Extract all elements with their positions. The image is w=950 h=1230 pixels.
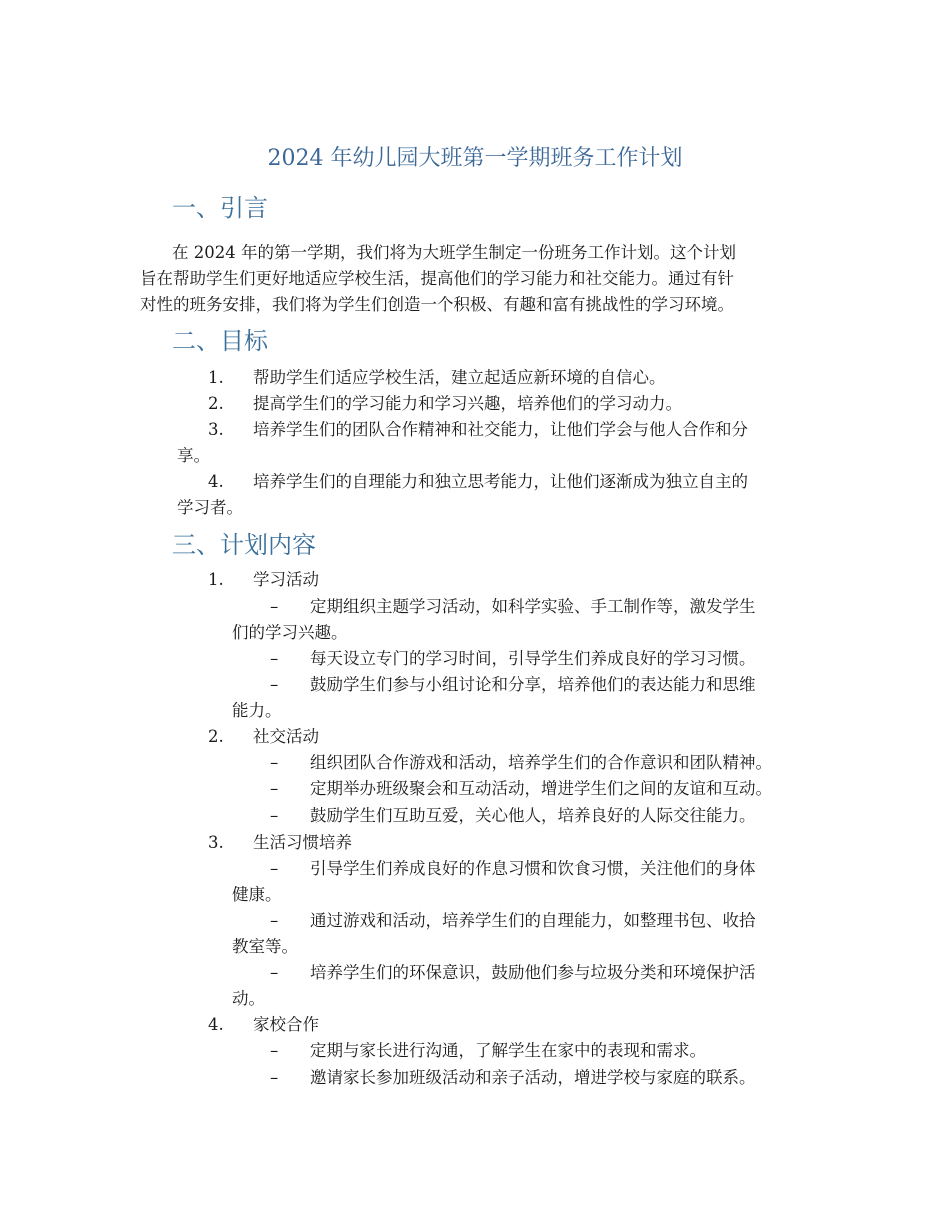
plan-group-number: 1. xyxy=(208,570,224,589)
goal-number: 1. xyxy=(208,368,224,387)
bullet-dash: – xyxy=(270,806,279,825)
plan-group-label: 社交活动 xyxy=(253,727,319,746)
plan-bullet-text-continued: 们的学习兴趣。 xyxy=(232,623,348,642)
bullet-dash: – xyxy=(270,649,279,668)
goal-number: 2. xyxy=(208,394,224,413)
plan-bullet-text-continued: 动。 xyxy=(232,989,265,1008)
plan-bullet-text: 组织团队合作游戏和活动，培养学生们的合作意识和团队精神。 xyxy=(310,753,772,772)
plan-bullet-text-continued: 教室等。 xyxy=(232,937,298,956)
goal-text-continued: 享。 xyxy=(177,446,210,465)
bullet-dash: – xyxy=(270,911,279,930)
heading-goals: 二、目标 xyxy=(172,327,268,355)
plan-group-number: 3. xyxy=(208,833,224,852)
plan-group-number: 4. xyxy=(208,1015,224,1034)
plan-group-number: 2. xyxy=(208,727,224,746)
bullet-dash: – xyxy=(270,1068,279,1087)
bullet-dash: – xyxy=(270,779,279,798)
goal-text-continued: 学习者。 xyxy=(177,498,243,517)
goal-text: 帮助学生们适应学校生活，建立起适应新环境的自信心。 xyxy=(253,368,666,387)
goal-number: 4. xyxy=(208,472,224,491)
bullet-dash: – xyxy=(270,1041,279,1060)
plan-bullet-text: 每天设立专门的学习时间，引导学生们养成良好的学习习惯。 xyxy=(310,649,756,668)
intro-paragraph-line: 在 2024 年的第一学期，我们将为大班学生制定一份班务工作计划。这个计划 xyxy=(172,243,736,262)
plan-bullet-text: 引导学生们养成良好的作息习惯和饮食习惯，关注他们的身体 xyxy=(310,859,756,878)
goal-text: 提高学生们的学习能力和学习兴趣，培养他们的学习动力。 xyxy=(253,394,682,413)
plan-bullet-text: 鼓励学生们互助互爱，关心他人，培养良好的人际交往能力。 xyxy=(310,806,756,825)
bullet-dash: – xyxy=(270,675,279,694)
plan-bullet-text-continued: 健康。 xyxy=(232,885,282,904)
plan-group-label: 学习活动 xyxy=(253,570,319,589)
plan-bullet-text: 定期组织主题学习活动，如科学实验、手工制作等，激发学生 xyxy=(310,597,756,616)
plan-bullet-text: 培养学生们的环保意识，鼓励他们参与垃圾分类和环境保护活 xyxy=(310,963,756,982)
heading-introduction: 一、引言 xyxy=(172,194,268,222)
bullet-dash: – xyxy=(270,859,279,878)
plan-bullet-text: 定期举办班级聚会和互动活动，增进学生们之间的友谊和互动。 xyxy=(310,779,772,798)
intro-paragraph-line: 对性的班务安排，我们将为学生们创造一个积极、有趣和富有挑战性的学习环境。 xyxy=(140,295,734,314)
plan-bullet-text: 定期与家长进行沟通，了解学生在家中的表现和需求。 xyxy=(310,1041,706,1060)
goal-number: 3. xyxy=(208,420,224,439)
goal-text: 培养学生们的自理能力和独立思考能力，让他们逐渐成为独立自主的 xyxy=(253,472,748,491)
bullet-dash: – xyxy=(270,597,279,616)
plan-bullet-text: 通过游戏和活动，培养学生们的自理能力，如整理书包、收拾 xyxy=(310,911,756,930)
document-title: 2024 年幼儿园大班第一学期班务工作计划 xyxy=(267,146,683,171)
goal-text: 培养学生们的团队合作精神和社交能力，让他们学会与他人合作和分 xyxy=(253,420,748,439)
plan-bullet-text: 鼓励学生们参与小组讨论和分享，培养他们的表达能力和思维 xyxy=(310,675,756,694)
intro-paragraph-line: 旨在帮助学生们更好地适应学校生活，提高他们的学习能力和社交能力。通过有针 xyxy=(140,269,734,288)
bullet-dash: – xyxy=(270,963,279,982)
bullet-dash: – xyxy=(270,753,279,772)
plan-bullet-text-continued: 能力。 xyxy=(232,701,282,720)
plan-bullet-text: 邀请家长参加班级活动和亲子活动，增进学校与家庭的联系。 xyxy=(310,1068,756,1087)
heading-plan-content: 三、计划内容 xyxy=(172,531,316,559)
plan-group-label: 生活习惯培养 xyxy=(253,833,352,852)
plan-group-label: 家校合作 xyxy=(253,1015,319,1034)
